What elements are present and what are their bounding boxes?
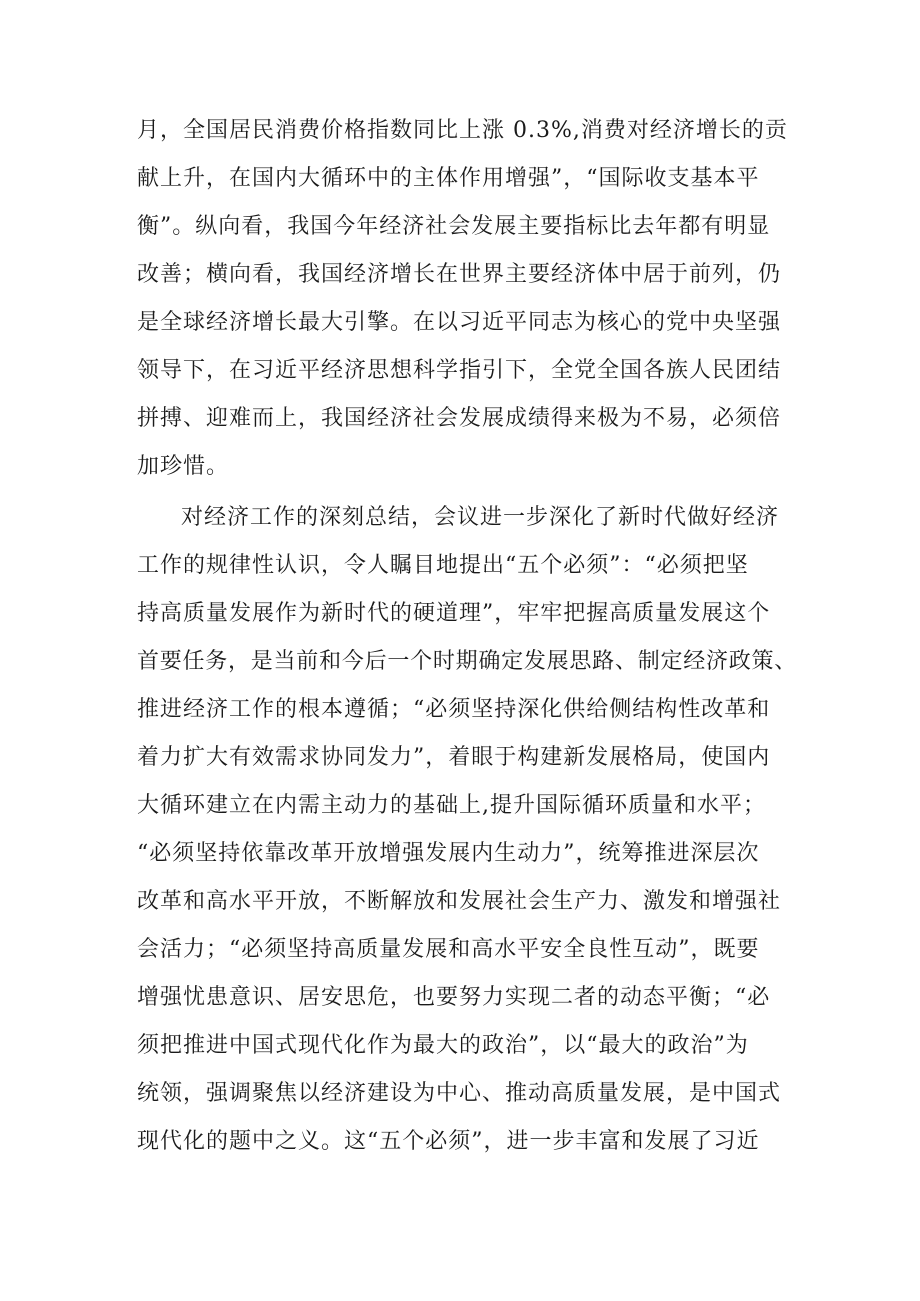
paragraph-2-line-2: 工作的规律性认识，令人瞩目地提出“五个必须”：“必须把坚: [137, 553, 749, 578]
paragraph-1-line-6: 领导下，在习近平经济思想科学指引下，全党全国各族人民团结: [137, 358, 782, 383]
paragraph-1-line-2: 献上升，在国内大循环中的主体作用增强”，“国际收支基本平: [137, 166, 760, 191]
paragraph-2-line-13: 统领，强调聚焦以经济建设为中心、推动高质量发展，是中国式: [137, 1081, 782, 1106]
paragraph-2-line-9: 改革和高水平开放，不断解放和发展社会生产力、激发和增强社: [137, 889, 782, 914]
paragraph-1-line-8: 加珍惜。: [137, 454, 230, 479]
paragraph-2-line-10: 会活力；“必须坚持高质量发展和高水平安全良性互动”，既要: [137, 937, 760, 962]
paragraph-1-line-4: 改善；横向看，我国经济增长在世界主要经济体中居于前列，仍: [137, 262, 782, 287]
paragraph-2-line-1: 对经济工作的深刻总结，会议进一步深化了新时代做好经济: [181, 505, 780, 530]
paragraph-1-line-5: 是全球经济增长最大引擎。在以习近平同志为核心的党中央坚强: [137, 310, 782, 335]
paragraph-1-line-3: 衡”。纵向看，我国今年经济社会发展主要指标比去年都有明显: [137, 214, 771, 239]
paragraph-2-line-6: 着力扩大有效需求协同发力”，着眼于构建新发展格局，使国内: [137, 745, 771, 770]
paragraph-2-line-12: 须把推进中国式现代化作为最大的政治”，以“最大的政治”为: [137, 1033, 749, 1058]
paragraph-2-line-4: 首要任务，是当前和今后一个时期确定发展思路、制定经济政策、: [137, 649, 798, 674]
paragraph-1-line-1: 月，全国居民消费价格指数同比上涨 0.3%,消费对经济增长的贡: [137, 118, 788, 143]
paragraph-1-line-7: 拼搏、迎难而上，我国经济社会发展成绩得来极为不易，必须倍: [137, 406, 782, 431]
paragraph-2-line-5: 推进经济工作的根本遵循；“必须坚持深化供给侧结构性改革和: [137, 697, 771, 722]
paragraph-2-line-14: 现代化的题中之义。这“五个必须”，进一步丰富和发展了习近: [137, 1129, 760, 1154]
paragraph-2-line-7: 大循环建立在内需主动力的基础上,提升国际循环质量和水平；: [137, 793, 766, 818]
paragraph-2-line-8: “必须坚持依靠改革开放增强发展内生动力”，统筹推进深层次: [137, 841, 760, 866]
paragraph-2-line-11: 增强忧患意识、居安思危，也要努力实现二者的动态平衡；“必: [137, 985, 771, 1010]
paragraph-2-line-3: 持高质量发展作为新时代的硬道理”，牢牢把握高质量发展这个: [137, 601, 771, 626]
